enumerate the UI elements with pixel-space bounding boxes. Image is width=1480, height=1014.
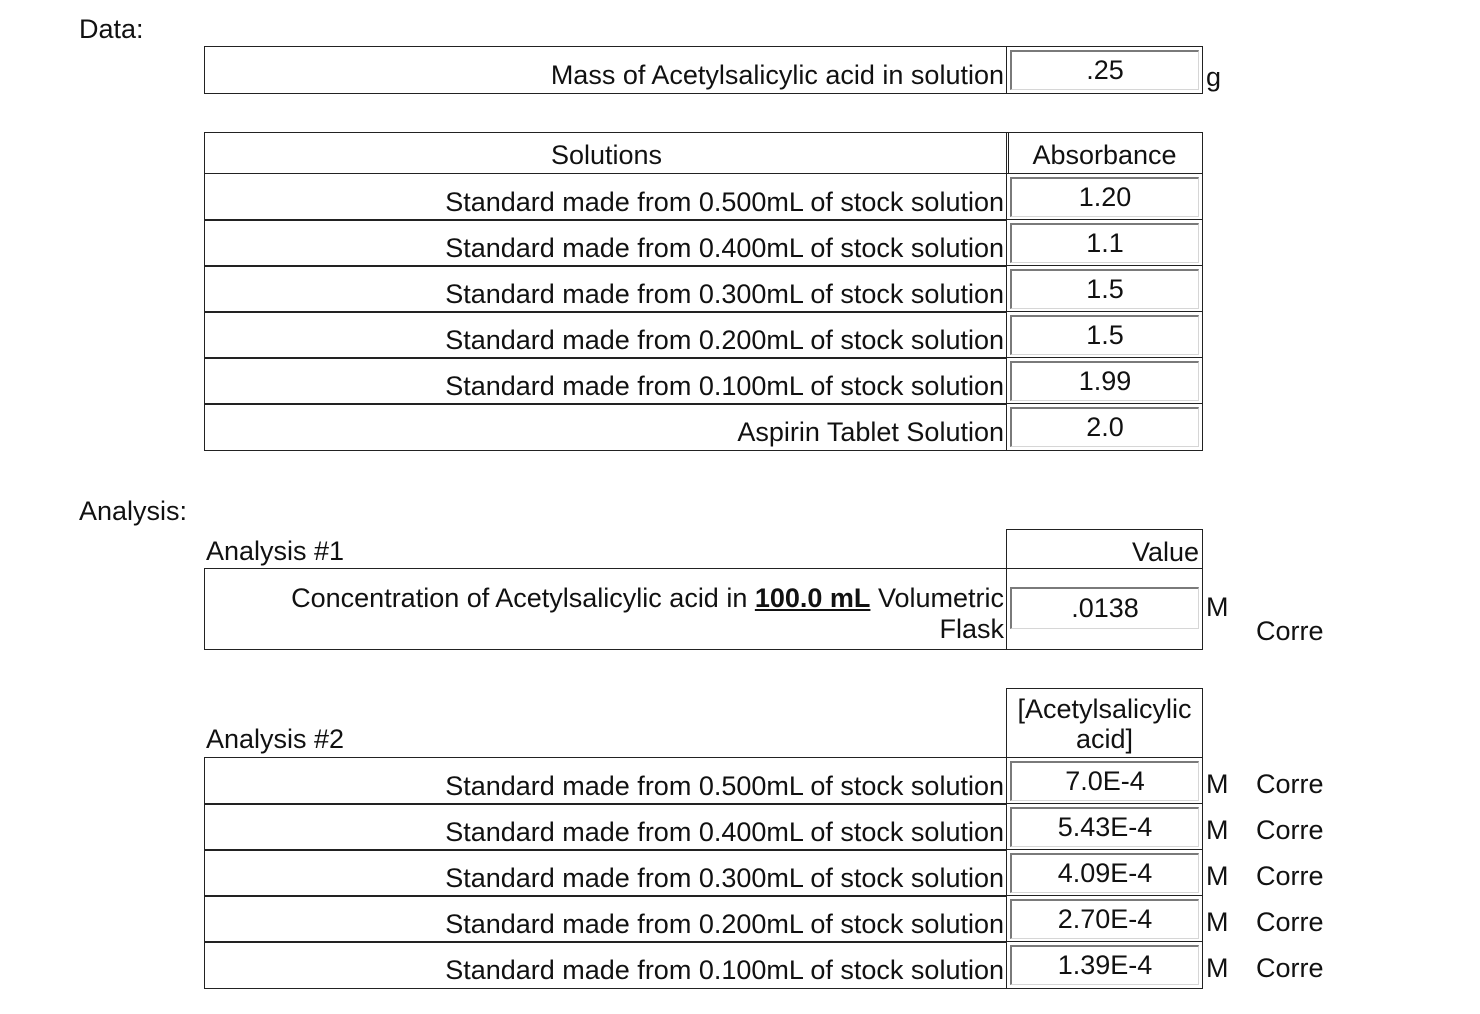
- concentration-row-label-cell: [204, 895, 1009, 943]
- concentration-row-input[interactable]: [1010, 945, 1199, 985]
- concentration-unit: M: [1206, 592, 1229, 622]
- absorbance-input[interactable]: [1010, 177, 1199, 217]
- concentration-row-label: Standard made from 0.400mL of stock solution: [445, 817, 1004, 847]
- value-header-label: Value: [1131, 537, 1199, 567]
- concentration-row-value-cell: [1006, 941, 1203, 989]
- concentration-row-unit: M: [1206, 769, 1229, 799]
- absorbance-header: [1006, 132, 1203, 174]
- analysis-section-label: Analysis:: [79, 496, 188, 526]
- concentration-value-cell: [1006, 568, 1203, 650]
- concentration-row-input[interactable]: [1010, 761, 1199, 801]
- concentration-label-cell: [204, 568, 1009, 650]
- concentration-label-pre: Concentration of Acetylsalicylic acid in: [291, 583, 755, 613]
- concentration-row-label: Standard made from 0.300mL of stock solution: [445, 863, 1004, 893]
- absorbance-input[interactable]: [1010, 407, 1199, 447]
- absorbance-row-value-cell: [1006, 219, 1203, 267]
- concentration-row-value-cell: [1006, 849, 1203, 897]
- concentration-row-value-cell: [1006, 895, 1203, 943]
- absorbance-row-label-cell: [204, 173, 1009, 221]
- analysis1-title: Analysis #1: [206, 536, 345, 566]
- concentration-col-header-line2: acid]: [1075, 724, 1134, 754]
- concentration-row-label-cell: [204, 849, 1009, 897]
- concentration-row-status: Corre: [1256, 953, 1324, 983]
- concentration-input[interactable]: [1010, 587, 1199, 629]
- concentration-label-line2: Flask: [939, 614, 1004, 644]
- concentration-col-header-line1: [Acetylsalicylic: [1017, 694, 1192, 724]
- concentration-row-input[interactable]: [1010, 853, 1199, 893]
- concentration-status: Corre: [1256, 616, 1324, 646]
- concentration-row-input[interactable]: [1010, 899, 1199, 939]
- mass-label: Mass of Acetylsalicylic acid in solution: [550, 60, 1004, 90]
- analysis2-title: Analysis #2: [206, 724, 345, 754]
- absorbance-input[interactable]: [1010, 269, 1199, 309]
- concentration-row-label: Standard made from 0.100mL of stock solution: [445, 955, 1004, 985]
- concentration-row-status: Corre: [1256, 861, 1324, 891]
- absorbance-row-label-cell: [204, 265, 1009, 313]
- concentration-row-unit: M: [1206, 907, 1229, 937]
- concentration-row-status: Corre: [1256, 815, 1324, 845]
- mass-label-cell: [204, 46, 1009, 94]
- absorbance-row-label-cell: [204, 219, 1009, 267]
- concentration-row-label-cell: [204, 757, 1009, 805]
- absorbance-row-label: Standard made from 0.200mL of stock solution: [445, 325, 1004, 355]
- concentration-row-status: Corre: [1256, 907, 1324, 937]
- concentration-label-bold: 100.0 mL: [754, 583, 871, 613]
- concentration-col-header: [1006, 688, 1203, 758]
- absorbance-row-label: Standard made from 0.100mL of stock solution: [445, 371, 1004, 401]
- concentration-row-value-cell: [1006, 757, 1203, 805]
- absorbance-row-value-cell: [1006, 311, 1203, 359]
- concentration-row-status: Corre: [1256, 769, 1324, 799]
- concentration-row-input[interactable]: [1010, 807, 1199, 847]
- data-section-label: Data:: [79, 14, 144, 44]
- mass-input[interactable]: [1010, 50, 1199, 90]
- absorbance-row-label: Standard made from 0.400mL of stock solution: [445, 233, 1004, 263]
- absorbance-row-label: Standard made from 0.500mL of stock solution: [445, 187, 1004, 217]
- concentration-label-post: Volumetric: [870, 583, 1004, 613]
- concentration-row-unit: M: [1206, 953, 1229, 983]
- absorbance-row-label-cell: [204, 311, 1009, 359]
- absorbance-row-value-cell: [1006, 403, 1203, 451]
- mass-value-cell: [1006, 46, 1203, 94]
- absorbance-row-label: Standard made from 0.300mL of stock solution: [445, 279, 1004, 309]
- absorbance-row-label-cell: [204, 357, 1009, 405]
- solutions-header: [204, 132, 1009, 174]
- absorbance-row-label-cell: [204, 403, 1009, 451]
- absorbance-input[interactable]: [1010, 223, 1199, 263]
- solutions-header-label: Solutions: [550, 140, 663, 170]
- concentration-row-unit: M: [1206, 815, 1229, 845]
- concentration-row-unit: M: [1206, 861, 1229, 891]
- value-header: [1006, 529, 1203, 571]
- absorbance-row-value-cell: [1006, 265, 1203, 313]
- concentration-row-label: Standard made from 0.500mL of stock solution: [445, 771, 1004, 801]
- absorbance-row-value-cell: [1006, 357, 1203, 405]
- concentration-label-line1: [205, 583, 1004, 614]
- absorbance-input[interactable]: [1010, 361, 1199, 401]
- concentration-row-label-cell: [204, 803, 1009, 851]
- absorbance-header-label: Absorbance: [1032, 140, 1177, 170]
- concentration-row-value-cell: [1006, 803, 1203, 851]
- mass-unit: g: [1206, 62, 1222, 92]
- concentration-row-label-cell: [204, 941, 1009, 989]
- absorbance-row-value-cell: [1006, 173, 1203, 221]
- absorbance-row-label: Aspirin Tablet Solution: [737, 417, 1004, 447]
- concentration-row-label: Standard made from 0.200mL of stock solution: [445, 909, 1004, 939]
- absorbance-input[interactable]: [1010, 315, 1199, 355]
